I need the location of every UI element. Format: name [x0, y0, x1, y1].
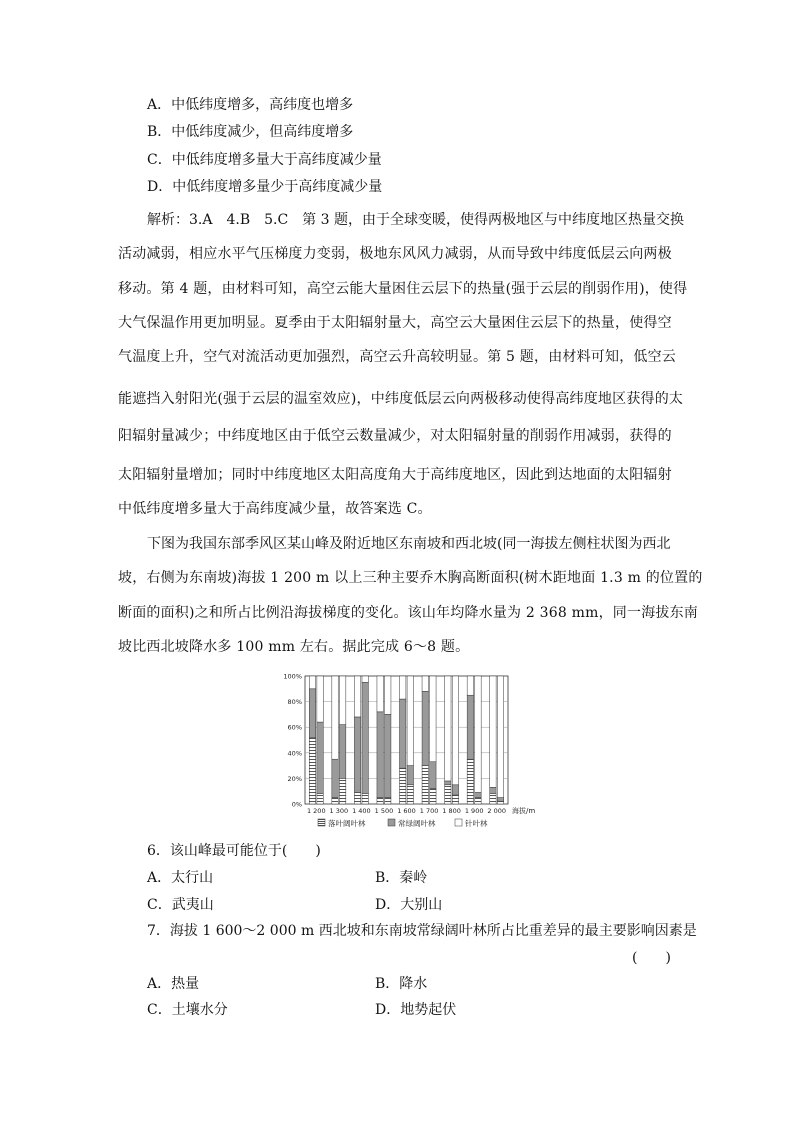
bar-segment: [497, 801, 503, 804]
x-tick-label: 1 300: [329, 807, 349, 815]
analysis-line: 解析：3.A 4.B 5.C 第 3 题，由于全球变暖，使得两极地区与中纬度地区热量交换: [147, 212, 684, 228]
bar-segment: [475, 798, 481, 804]
bar-segment: [467, 759, 473, 804]
analysis-line: 气温度上升，空气对流活动更加强烈，高空云升高较明显。第 5 题，由材料可知，低空云: [118, 349, 677, 365]
bar-segment: [309, 689, 315, 738]
q6-stem: 6．该山峰最可能位于( ): [147, 843, 321, 859]
bar-segment: [467, 676, 473, 695]
q6-option-c: C．武夷山: [147, 897, 214, 913]
y-tick-label: 20%: [287, 774, 302, 783]
bar-segment: [490, 787, 496, 793]
q7-option-a: A．热量: [147, 976, 200, 992]
bar-segment: [497, 798, 503, 802]
bar-segment: [317, 794, 323, 804]
bar-segment: [354, 676, 360, 717]
intro-line: 下图为我国东部季风区某山峰及附近地区东南坡和西北坡(同一海拔左侧柱状图为西北: [147, 536, 671, 552]
legend-label: 常绿阔叶林: [398, 819, 436, 828]
intro-line: 坡比西北坡降水多 100 mm 左右。据此完成 6～8 题。: [118, 639, 470, 655]
bar-segment: [362, 794, 368, 804]
q7-option-d: D．地势起伏: [375, 1002, 457, 1018]
bar-segment: [452, 795, 458, 804]
bar-segment: [317, 676, 323, 722]
analysis-line: 中低纬度增多量大于高纬度减少量，故答案选 C。: [118, 501, 432, 517]
bar-segment: [445, 785, 451, 804]
x-tick-label: 1 400: [352, 807, 371, 815]
bar-segment: [385, 714, 391, 797]
bar-segment: [467, 695, 473, 759]
bar-segment: [452, 676, 458, 785]
y-tick-label: 60%: [287, 723, 302, 732]
x-tick-label: 1 800: [442, 807, 461, 815]
forest-ratio-chart: [270, 668, 560, 834]
bar-segment: [422, 676, 428, 691]
legend-swatch: [455, 819, 462, 826]
bar-segment: [385, 798, 391, 804]
bar-segment: [497, 676, 503, 798]
bar-segment: [445, 676, 451, 781]
bar-segment: [362, 676, 368, 682]
bar-segment: [430, 762, 436, 789]
q7-option-c: C．土壤水分: [147, 1002, 228, 1018]
bar-segment: [407, 785, 413, 804]
legend-label: 落叶阔叶林: [328, 819, 366, 828]
q5-option-c: C．中低纬度增多量大于高纬度减少量: [147, 152, 382, 168]
bar-segment: [490, 794, 496, 804]
q5-option-a: A．中低纬度增多，高纬度也增多: [147, 97, 354, 113]
analysis-line: 大气保温作用更加明显。夏季由于太阳辐射量大，高空云大量困住云层下的热量，使得空: [118, 315, 672, 331]
bar-segment: [445, 781, 451, 785]
y-tick-label: 100%: [283, 672, 302, 681]
bar-segment: [377, 676, 383, 712]
intro-line: 断面的面积)之和所占比例沿海拔梯度的变化。该山年均降水量为 2 368 mm，同一海拔东南: [118, 605, 698, 621]
x-tick-label: 1 700: [419, 807, 439, 815]
intro-line: 坡，右侧为东南坡)海拔 1 200 m 以上三种主要乔木胸高断面积(树木距地面 1.3 m 的位置的: [118, 570, 703, 586]
bar-segment: [407, 676, 413, 766]
bar-segment: [490, 676, 496, 787]
q6-option-d: D．大别山: [375, 897, 443, 913]
bar-segment: [452, 785, 458, 795]
analysis-line: 活动减弱，相应水平气压梯度力变弱，极地东风风力减弱，从而导致中纬度低层云向两极: [118, 246, 672, 262]
bar-segment: [422, 766, 428, 804]
q7-stem: 7．海拔 1 600～2 000 m 西北坡和东南坡常绿阔叶林所占比重差异的最主要影响因素是: [147, 923, 697, 939]
analysis-line: 移动。第 4 题，由材料可知，高空云能大量困住云层下的热量(强于云层的削弱作用)，使得: [118, 281, 688, 297]
bar-segment: [309, 676, 315, 689]
y-tick-label: 80%: [287, 698, 302, 707]
bar-segment: [309, 737, 315, 804]
bar-segment: [475, 792, 481, 797]
q6-option-b: B．秦岭: [375, 870, 428, 886]
analysis-line: 阳辐射量减少；中纬度地区由于低空云数量减少，对太阳辐射量的削弱作用减弱，获得的: [118, 428, 672, 444]
y-tick-label: 0%: [291, 800, 302, 809]
bar-segment: [354, 717, 360, 791]
bar-segment: [339, 676, 345, 725]
bar-segment: [400, 699, 406, 768]
analysis-line: 太阳辐射量增加；同时中纬度地区太阳高度角大于高纬度地区，因此到达地面的太阳辐射: [118, 467, 672, 483]
bar-segment: [339, 778, 345, 804]
analysis-line: 能遮挡入射阳光(强于云层的温室效应)，中纬度低层云向两极移动使得高纬度地区获得的太: [118, 391, 684, 407]
bar-segment: [377, 712, 383, 798]
bar-segment: [430, 789, 436, 804]
bar-segment: [377, 798, 383, 804]
q7-answer-paren: ( ): [632, 950, 671, 966]
legend-swatch: [318, 819, 325, 826]
bar-segment: [385, 676, 391, 714]
x-axis-label: 海拔/m: [512, 807, 536, 815]
bar-segment: [400, 676, 406, 699]
q5-option-b: B．中低纬度减少，但高纬度增多: [147, 124, 354, 140]
q7-option-b: B．降水: [375, 976, 428, 992]
q6-option-a: A．太行山: [147, 870, 214, 886]
legend-swatch: [388, 819, 395, 826]
y-tick-label: 40%: [287, 749, 302, 758]
bar-segment: [422, 691, 428, 765]
q5-option-d: D．中低纬度增多量少于高纬度减少量: [147, 179, 383, 195]
bar-segment: [407, 766, 413, 785]
bar-segment: [317, 722, 323, 794]
bar-segment: [400, 768, 406, 804]
x-tick-label: 1 200: [306, 807, 326, 815]
bar-segment: [354, 791, 360, 804]
legend-label: 针叶林: [465, 819, 488, 828]
bar-segment: [362, 682, 368, 793]
x-tick-label: 1 600: [397, 807, 416, 815]
bar-segment: [339, 725, 345, 779]
x-tick-label: 1 500: [374, 807, 394, 815]
bar-segment: [332, 676, 338, 759]
x-tick-label: 2 000: [487, 807, 507, 815]
bar-segment: [332, 798, 338, 804]
bar-segment: [475, 676, 481, 792]
bar-segment: [430, 676, 436, 762]
bar-segment: [332, 759, 338, 797]
x-tick-label: 1 900: [464, 807, 484, 815]
